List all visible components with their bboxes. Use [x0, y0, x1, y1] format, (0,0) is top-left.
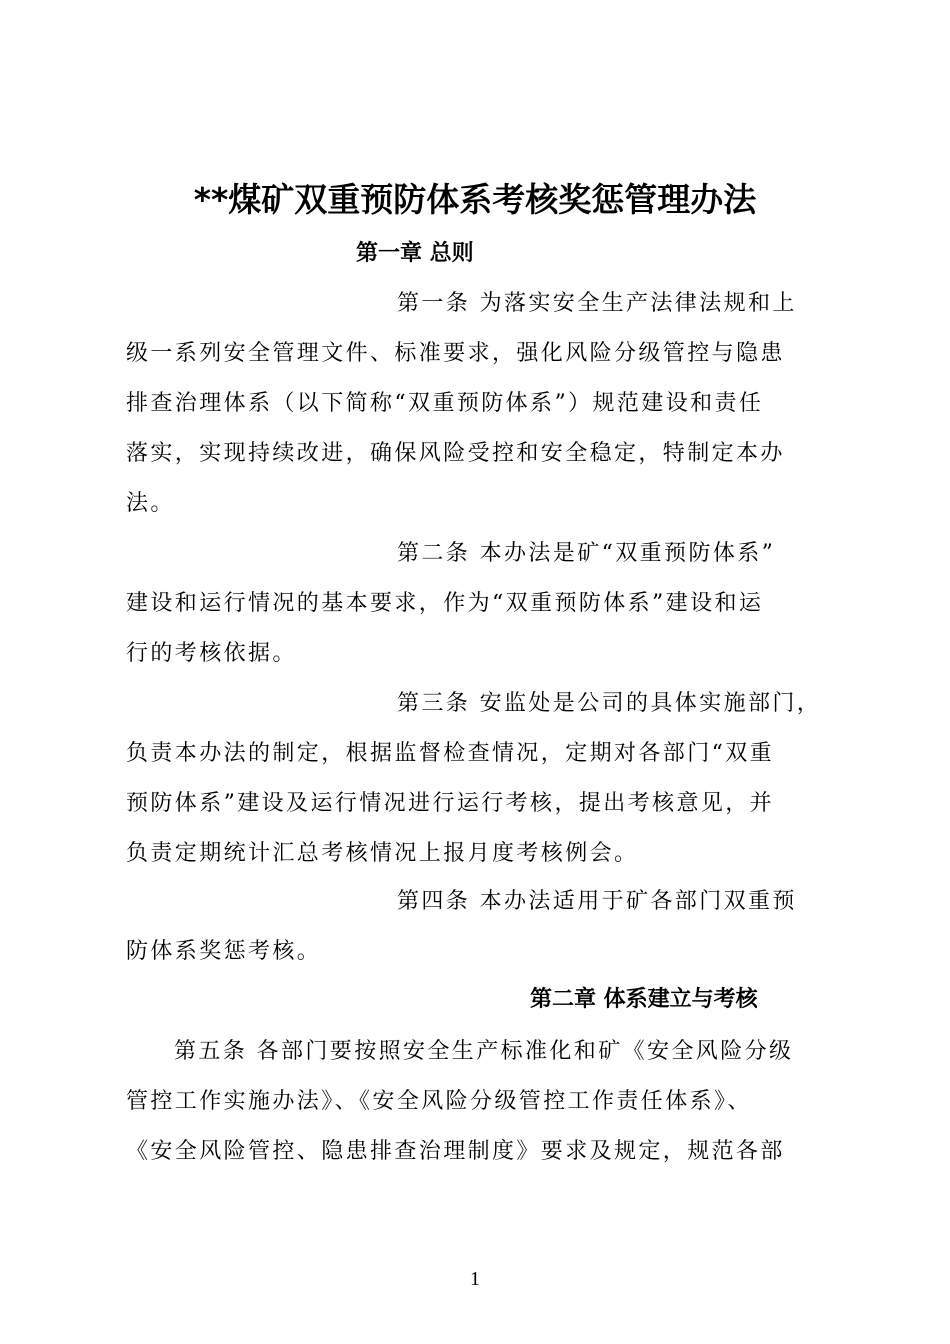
text-line: 第三条 安监处是公司的具体实施部门，	[397, 691, 822, 716]
text-line: 第二条 本办法是矿“双重预防体系”	[397, 541, 776, 566]
chapter-2-heading: 第二章 体系建立与考核	[530, 987, 758, 1012]
page-number: 1	[470, 1268, 480, 1290]
text-line: 落实，实现持续改进，确保风险受控和安全稳定，特制定本办	[126, 441, 785, 466]
text-line: 预防体系”建设及运行情况进行运行考核，提出考核意见，并	[126, 791, 775, 816]
text-line: 第一条 为落实安全生产法律法规和上	[397, 291, 797, 316]
text-line: 行的考核依据。	[126, 641, 297, 666]
text-line: 建设和运行情况的基本要求，作为“双重预防体系”建设和运	[126, 591, 764, 616]
text-line: 负责本办法的制定，根据监督检查情况，定期对各部门“双重	[126, 741, 775, 766]
chapter-1-heading: 第一章 总则	[356, 241, 474, 266]
text-line: 排查治理体系（以下简称“双重预防体系”）规范建设和责任	[126, 391, 764, 416]
text-line: 第五条 各部门要按照安全生产标准化和矿《安全风险分级	[174, 1039, 794, 1064]
text-line: 级一系列安全管理文件、标准要求，强化风险分级管控与隐患	[126, 341, 785, 366]
text-line: 《安全风险管控、隐患排查治理制度》要求及规定，规范各部	[126, 1139, 785, 1164]
text-line: 法。	[126, 491, 175, 516]
text-line: 负责定期统计汇总考核情况上报月度考核例会。	[126, 841, 639, 866]
text-line: 管控工作实施办法》、《安全风险分级管控工作责任体系》、	[126, 1089, 752, 1114]
text-line: 第四条 本办法适用于矿各部门双重预	[397, 889, 797, 914]
document-title: **煤矿双重预防体系考核奖惩管理办法	[193, 180, 757, 219]
text-line: 防体系奖惩考核。	[126, 939, 322, 964]
